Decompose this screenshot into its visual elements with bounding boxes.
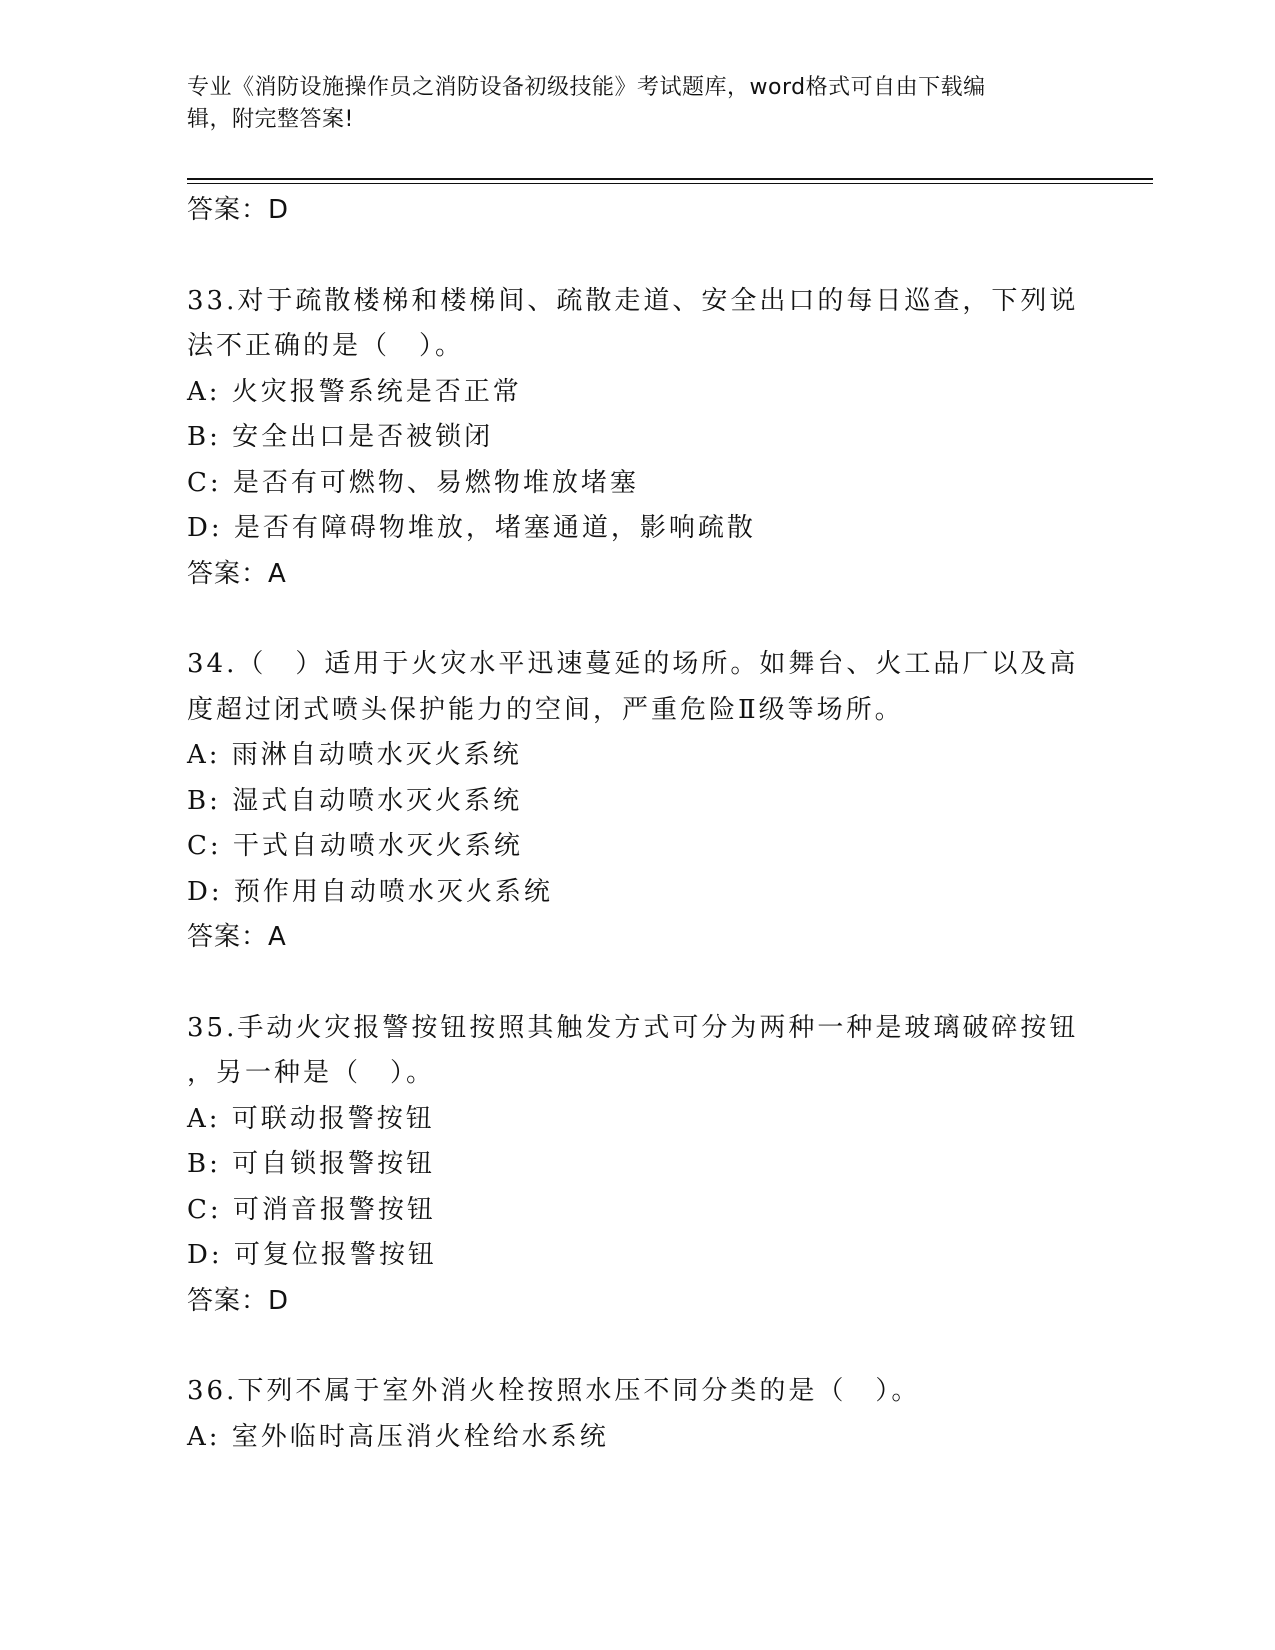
answer-line: 答案：D [187, 195, 290, 225]
option-b: B: 可自锁报警按钮 [187, 1149, 436, 1179]
question-block [187, 642, 1087, 961]
option-c: C: 干式自动喷水灭火系统 [187, 831, 523, 861]
question-text: 度超过闭式喷头保护能力的空间，严重危险Ⅱ级等场所。 [187, 694, 904, 725]
question-text: 34.（ ）适用于火灾水平迅速蔓延的场所。如舞台、火工品厂以及高 [187, 649, 1079, 679]
option-a: A: 室外临时高压消火栓给水系统 [187, 1421, 609, 1452]
question-block [187, 1006, 1087, 1325]
option-a: A: 雨淋自动喷水灭火系统 [187, 740, 522, 770]
question-spacer [187, 961, 1087, 1006]
question-text: ，另一种是（ ）。 [187, 1058, 436, 1088]
option-c: C: 是否有可燃物、易燃物堆放堵塞 [187, 467, 639, 498]
option-b: B: 湿式自动喷水灭火系统 [187, 785, 523, 816]
header-line-2: 辑，附完整答案! [187, 107, 354, 132]
option-b: B: 安全出口是否被锁闭 [187, 422, 494, 452]
header-rule-thick [187, 178, 1153, 180]
question-spacer [187, 234, 1087, 279]
answer-line: 答案：A [187, 558, 287, 589]
answer-line: 答案：A [187, 922, 287, 952]
option-d: D: 是否有障碍物堆放，堵塞通道，影响疏散 [187, 513, 756, 543]
question-text: 法不正确的是（ ）。 [187, 331, 465, 361]
option-a: A: 火灾报警系统是否正常 [187, 376, 522, 407]
question-text: 36.下列不属于室外消火栓按照水压不同分类的是（ ）。 [187, 1376, 921, 1406]
document-body [187, 188, 1087, 1460]
question-block [187, 1369, 1087, 1460]
question-text: 33.对于疏散楼梯和楼梯间、疏散走道、安全出口的每日巡查，下列说 [187, 285, 1079, 316]
option-c: C: 可消音报警按钮 [187, 1194, 436, 1225]
page-header [187, 72, 1067, 136]
option-d: D: 可复位报警按钮 [187, 1240, 437, 1270]
header-line-1: 专业《消防设施操作员之消防设备初级技能》考试题库，word格式可自由下载编 [187, 75, 986, 100]
option-d: D: 预作用自动喷水灭火系统 [187, 876, 553, 907]
question-text: 35.手动火灾报警按钮按照其触发方式可分为两种一种是玻璃破碎按钮 [187, 1012, 1079, 1043]
question-spacer [187, 597, 1087, 642]
option-a: A: 可联动报警按钮 [187, 1103, 435, 1134]
answer-line: 答案：D [187, 1285, 290, 1316]
question-spacer [187, 1324, 1087, 1369]
question-block [187, 279, 1087, 598]
header-rule-thin [187, 183, 1153, 184]
